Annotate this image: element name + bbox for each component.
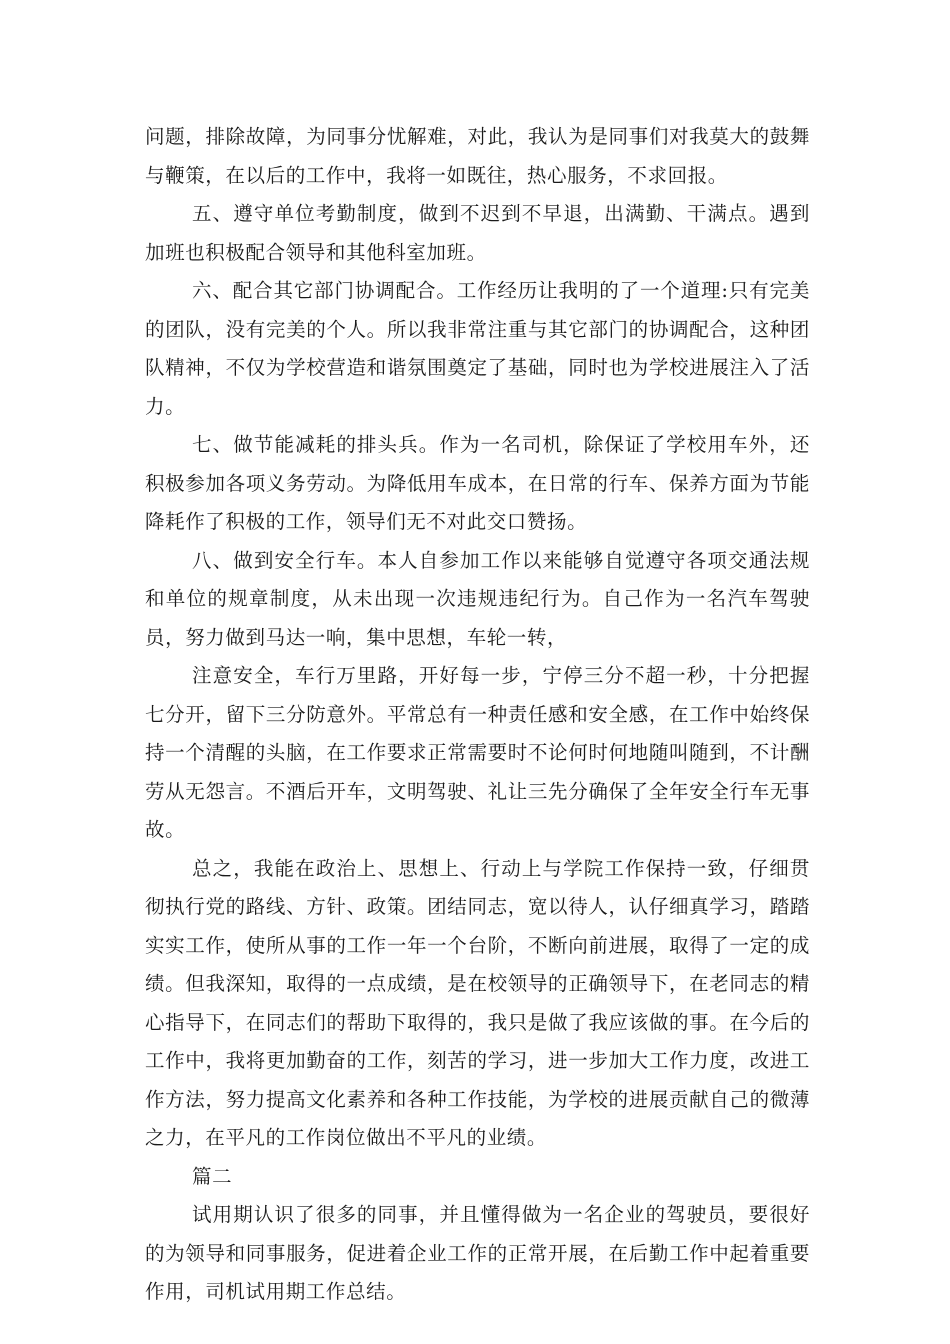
document-body — [145, 118, 810, 1312]
paragraph-summary: 总之，我能在政治上、思想上、行动上与学院工作保持一致，仔细贯彻执行党的路线、方针、政策。团结同志，宽以待人，认仔细真学习，踏踏实实工作，使所从事的工作一年一个台阶，不断向前进展，取得了一定的成绩。但我深知，取得的一点成绩，是在校领导的正确领导下，在老同志的精心指导下，在同志们的帮助下取得的，我只是做了我应该做的事。在今后的工作中，我将更加勤奋的工作，刻苦的学习，进一步加大工作力度，改进工作方法，努力提高文化素养和各种工作技能，为学校的进展贡献自己的微薄之力，在平凡的工作岗位做出不平凡的业绩。 — [145, 856, 810, 1149]
paragraph-continued: 问题，排除故障，为同事分忧解难，对此，我认为是同事们对我莫大的鼓舞与鞭策，在以后的工作中，我将一如既往，热心服务，不求回报。 — [145, 125, 810, 187]
paragraph-cooperation: 六、配合其它部门协调配合。工作经历让我明的了一个道理:只有完美的团队，没有完美的个人。所以我非常注重与其它部门的协调配合，这种团队精神，不仅为学校营造和谐氛围奠定了基础，同时也为学校进展注入了活力。 — [145, 279, 810, 418]
paragraph-energy-saving: 七、做节能减耗的排头兵。作为一名司机，除保证了学校用车外，还积极参加各项义务劳动。为降低用车成本，在日常的行车、保养方面为节能降耗作了积极的工作，领导们无不对此交口赞扬。 — [145, 433, 810, 533]
paragraph-safe-driving: 八、做到安全行车。本人自参加工作以来能够自觉遵守各项交通法规和单位的规章制度，从未出现一次违规违纪行为。自己作为一名汽车驾驶员，努力做到马达一响，集中思想，车轮一转， — [145, 548, 810, 649]
paragraph-safety-attention: 注意安全，车行万里路，开好每一步，宁停三分不超一秒，十分把握七分开，留下三分防意外。平常总有一种责任感和安全感，在工作中始终保持一个清醒的头脑，在工作要求正常需要时不论何时何地随叫随到，不计酬劳从无怨言。不酒后开车，文明驾驶、礼让三先分确保了全年安全行车无事故。 — [145, 664, 810, 841]
paragraph-attendance: 五、遵守单位考勤制度，做到不迟到不早退，出满勤、干满点。遇到加班也积极配合领导和其他科室加班。 — [145, 202, 810, 264]
section-heading: 篇二 — [192, 1164, 233, 1188]
paragraph-probation: 试用期认识了很多的同事，并且懂得做为一名企业的驾驶员，要很好的为领导和同事服务，促进着企业工作的正常开展，在后勤工作中起着重要作用，司机试用期工作总结。 — [145, 1203, 810, 1303]
